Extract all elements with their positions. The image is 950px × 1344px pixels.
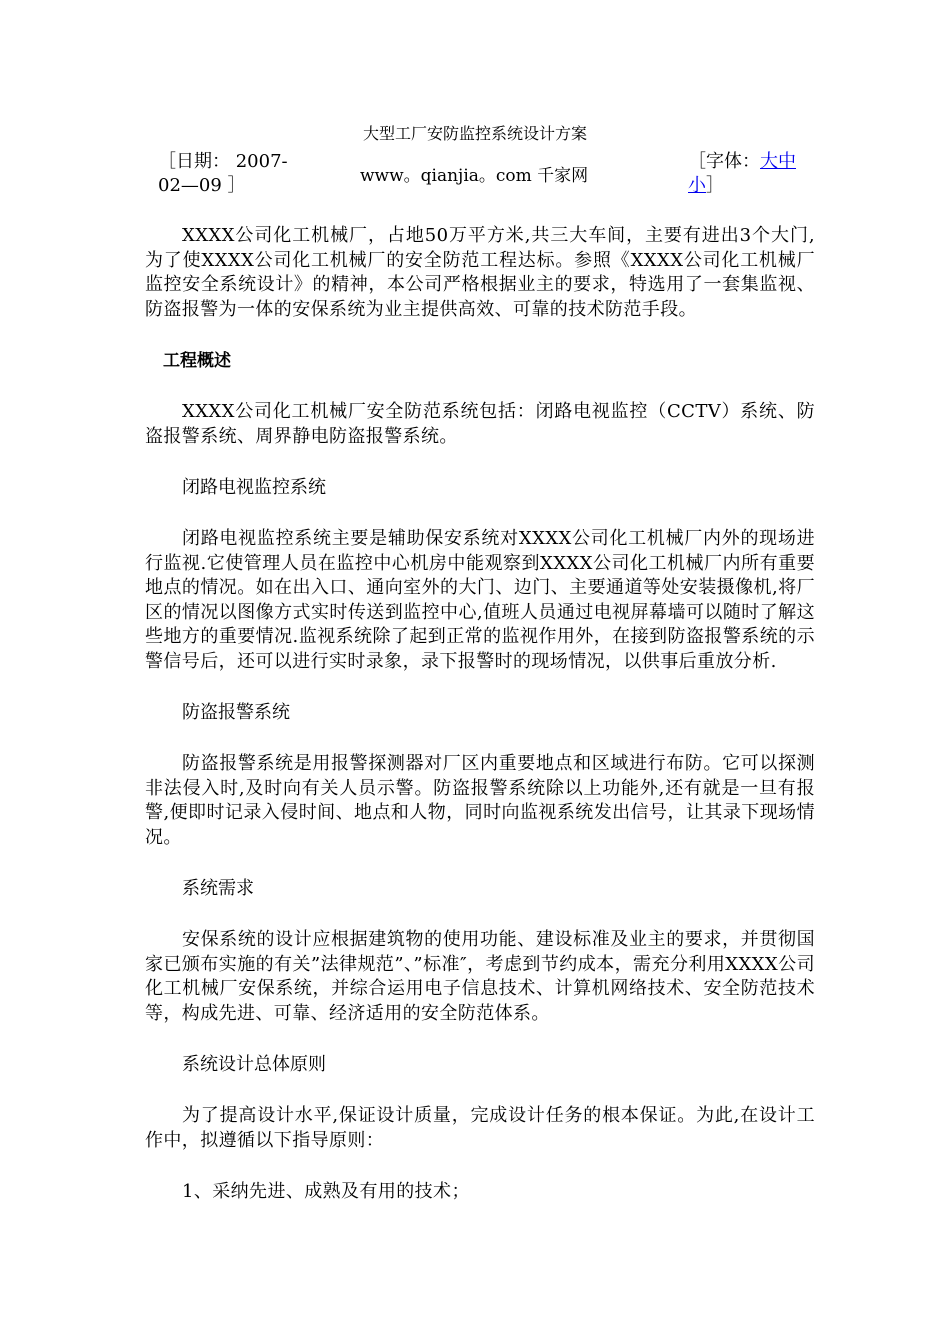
font-size-selector xyxy=(688,150,800,198)
subheading-requirements: 系统需求 xyxy=(182,878,254,899)
font-size-medium-link[interactable]: 中 xyxy=(778,151,796,172)
principle-item-1: 1、采纳先进、成熟及有用的技术； xyxy=(182,1181,470,1202)
publish-date: ［日期： 2007-02—09 ］ xyxy=(158,151,288,196)
overview-paragraph: XXXX公司化工机械厂安全防范系统包括：闭路电视监控（CCTV）系统、防盗报警系统、周界静电防盗报警系统。 xyxy=(145,401,815,447)
article-body xyxy=(145,224,815,1205)
font-size-large-link[interactable]: 大 xyxy=(760,151,778,172)
document-title: 大型工厂安防监控系统设计方案 xyxy=(362,124,587,143)
cctv-paragraph: 闭路电视监控系统主要是辅助保安系统对XXXX公司化工机械厂内外的现场进行监视.它使管理人员在监控中心机房中能观察到XXXX公司化工机械厂内所有重要地点的情况。如在出入口、通向室外的大门、边门、主要通道等处安装摄像机,将厂区的情况以图像方式实时传送到监控中心,值班人员通过电视屏幕墙可以随时了解这些地方的重要情况.监视系统除了起到正常的监视作用外，在接到防盗报警系统的示警信号后，还可以进行实时录象，录下报警时的现场情况，以供事后重放分析. xyxy=(145,528,815,672)
font-size-close: ］ xyxy=(706,175,724,196)
font-size-label: ［字体： xyxy=(688,151,760,172)
section-heading-overview: 工程概述 xyxy=(163,351,231,371)
alarm-paragraph: 防盗报警系统是用报警探测器对厂区内重要地点和区域进行布防。它可以探测非法侵入时,及时向有关人员示警。防盗报警系统除以上功能外,还有就是一旦有报警,便即时记录入侵时间、地点和人物，同时向监视系统发出信号，让其录下现场情况。 xyxy=(145,753,815,848)
source-site: www。qianjia。com 千家网 xyxy=(360,166,589,186)
subheading-alarm: 防盗报警系统 xyxy=(182,702,290,723)
principles-paragraph: 为了提高设计水平,保证设计质量，完成设计任务的根本保证。为此,在设计工作中，拟遵循以下指导原则： xyxy=(145,1105,815,1151)
intro-paragraph: XXXX公司化工机械厂，占地50万平方米,共三大车间，主要有进出3个大门,为了使XXXX公司化工机械厂的安全防范工程达标。参照《XXXX公司化工机械厂监控安全系统设计》的精神，本公司严格根据业主的要求，特选用了一套集监视、防盗报警为一体的安保系统为业主提供高效、可靠的技术防范手段。 xyxy=(145,225,815,320)
subheading-cctv: 闭路电视监控系统 xyxy=(182,477,326,498)
subheading-principles: 系统设计总体原则 xyxy=(182,1054,326,1075)
requirements-paragraph: 安保系统的设计应根据建筑物的使用功能、建设标准及业主的要求，并贯彻国家已颁布实施的有关”法律规范”、”标准″，考虑到节约成本，需充分利用XXXX公司化工机械厂安保系统，并综合运用电子信息技术、计算机网络技术、安全防范技术等，构成先进、可靠、经济适用的安全防范体系。 xyxy=(145,929,815,1024)
font-size-small-link[interactable]: 小 xyxy=(688,175,706,196)
